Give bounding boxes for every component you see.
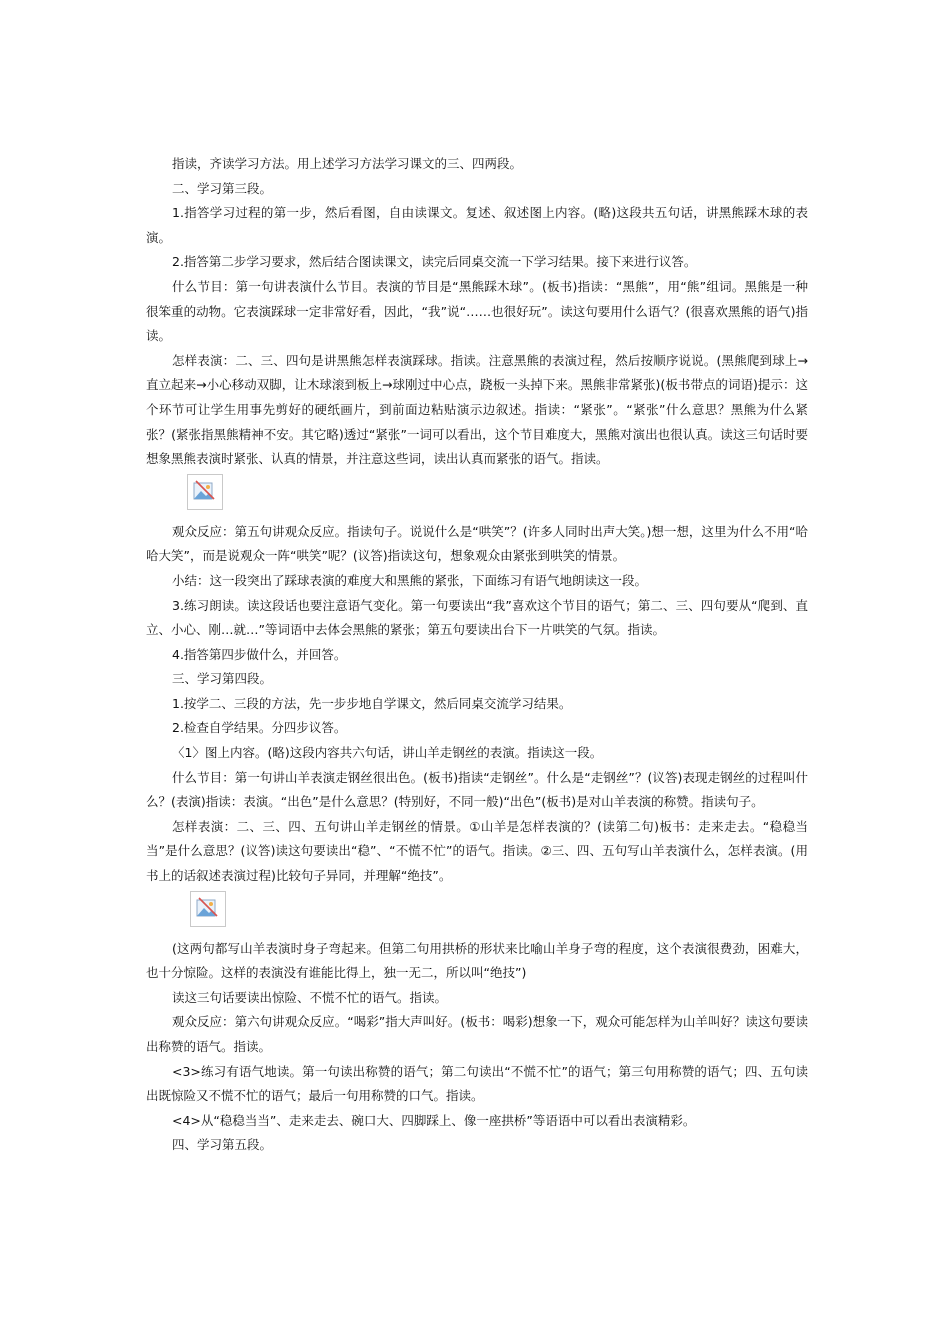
paragraph: 4.指答第四步做什么，并回答。: [172, 646, 347, 662]
paragraph: 观众反应：第五句讲观众反应。指读句子。说说什么是“哄笑”？(许多人同时出声大笑。)想一想，这里为什么不用“哈哈大笑”，而是说观众一阵“哄笑”呢？(议答)指读这句，想象观众由紧张到哄笑的情景。: [146, 523, 808, 564]
paragraph: 3.练习朗读。读这段话也要注意语气变化。第一句要读出“我”喜欢这个节目的语气；第二、三、四句要从“爬到、直立、小心、刚…就…”等词语中去体会黑熊的紧张；第五句要读出台下一片哄笑的气氛。指读。: [146, 597, 808, 638]
broken-image-icon: [190, 891, 226, 927]
paragraph: 怎样表演：二、三、四句是讲黑熊怎样表演踩球。指读。注意黑熊的表演过程，然后按顺序说说。(黑熊爬到球上→直立起来→小心移动双脚，让木球滚到板上→球刚过中心点，跷板一头掉下来。黑熊非常紧张)(板书带点的词语)提示：这个环节可让学生用事先剪好的硬纸画片，到前面边粘贴演示边叙述。指读：“紧张”。“紧张”什么意思？黑熊为什么紧张？(紧张指黑熊精神不安。其它略)透过“紧张”一词可以看出，这个节目难度大，黑熊对演出也很认真。读这三句话时要想象黑熊表演时紧张、认真的情景，并注意这些词，读出认真而紧张的语气。指读。: [146, 352, 808, 467]
paragraph: 什么节目：第一句讲表演什么节目。表演的节目是“黑熊踩木球”。(板书)指读：“黑熊”，用“熊”组词。黑熊是一种很笨重的动物。它表演踩球一定非常好看，因此，“我”说“……也很好玩”。读这句要用什么语气？(很喜欢黑熊的语气)指读。: [146, 278, 808, 344]
paragraph: 〈1〉图上内容。(略)这段内容共六句话，讲山羊走钢丝的表演。指读这一段。: [172, 745, 603, 761]
paragraph: 小结：这一段突出了踩球表演的难度大和黑熊的紧张，下面练习有语气地朗读这一段。: [172, 572, 648, 588]
paragraph: 怎样表演：二、三、四、五句讲山羊走钢丝的情景。①山羊是怎样表演的？(读第二句)板书：走来走去。“稳稳当当”是什么意思？(议答)读这句要读出“稳”、“不慌不忙”的语气。指读。②三、四、五句写山羊表演什么，怎样表演。(用书上的话叙述表演过程)比较句子异同，并理解“绝技”。: [146, 818, 808, 884]
paragraph: (这两句都写山羊表演时身子弯起来。但第二句用拱桥的形状来比喻山羊身子弯的程度，这个表演很费劲，困难大，也十分惊险。这样的表演没有谁能比得上，独一无二，所以叫“绝技”): [146, 940, 808, 981]
paragraph: 观众反应：第六句讲观众反应。“喝彩”指大声叫好。(板书：喝彩)想象一下，观众可能怎样为山羊叫好？读这句要读出称赞的语气。指读。: [146, 1014, 808, 1054]
section-heading: 二、学习第三段。: [172, 180, 273, 196]
paragraph: <4>从“稳稳当当”、走来走去、碗口大、四脚踩上、像一座拱桥”等语语中可以看出表演精彩。: [172, 1112, 696, 1128]
section-heading: 四、学习第五段。: [172, 1137, 273, 1153]
paragraph: 1.指答学习过程的第一步，然后看图，自由读课文。复述、叙述图上内容。(略)这段共五句话，讲黑熊踩木球的表演。: [146, 205, 808, 245]
paragraph: <3>练习有语气地读。第一句读出称赞的语气；第二句读出“不慌不忙”的语气；第三句用称赞的语气；四、五句读出既惊险又不慌不忙的语气；最后一句用称赞的口气。指读。: [146, 1063, 808, 1104]
paragraph: 什么节目：第一句讲山羊表演走钢丝很出色。(板书)指读“走钢丝”。什么是“走钢丝”？(议答)表现走钢丝的过程叫什么？(表演)指读：表演。“出色”是什么意思？(特别好，不同一般)“出色”(板书)是对山羊表演的称赞。指读句子。: [146, 769, 808, 810]
section-heading: 三、学习第四段。: [172, 671, 273, 687]
image-placeholder-glyph: [194, 895, 222, 923]
paragraph: 2.检查自学结果。分四步议答。: [172, 720, 347, 736]
paragraph: 1.按学二、三段的方法，先一步步地自学课文，然后同桌交流学习结果。: [172, 695, 572, 711]
document-page: [146, 152, 808, 1158]
broken-image-icon: [187, 474, 223, 510]
image-placeholder-glyph: [191, 478, 219, 506]
paragraph: 读这三句话要读出惊险、不慌不忙的语气。指读。: [172, 989, 448, 1005]
paragraph: 指读，齐读学习方法。用上述学习方法学习课文的三、四两段。: [172, 156, 523, 171]
paragraph: 2.指答第二步学习要求，然后结合图读课文，读完后同桌交流一下学习结果。接下来进行议答。: [172, 254, 697, 270]
